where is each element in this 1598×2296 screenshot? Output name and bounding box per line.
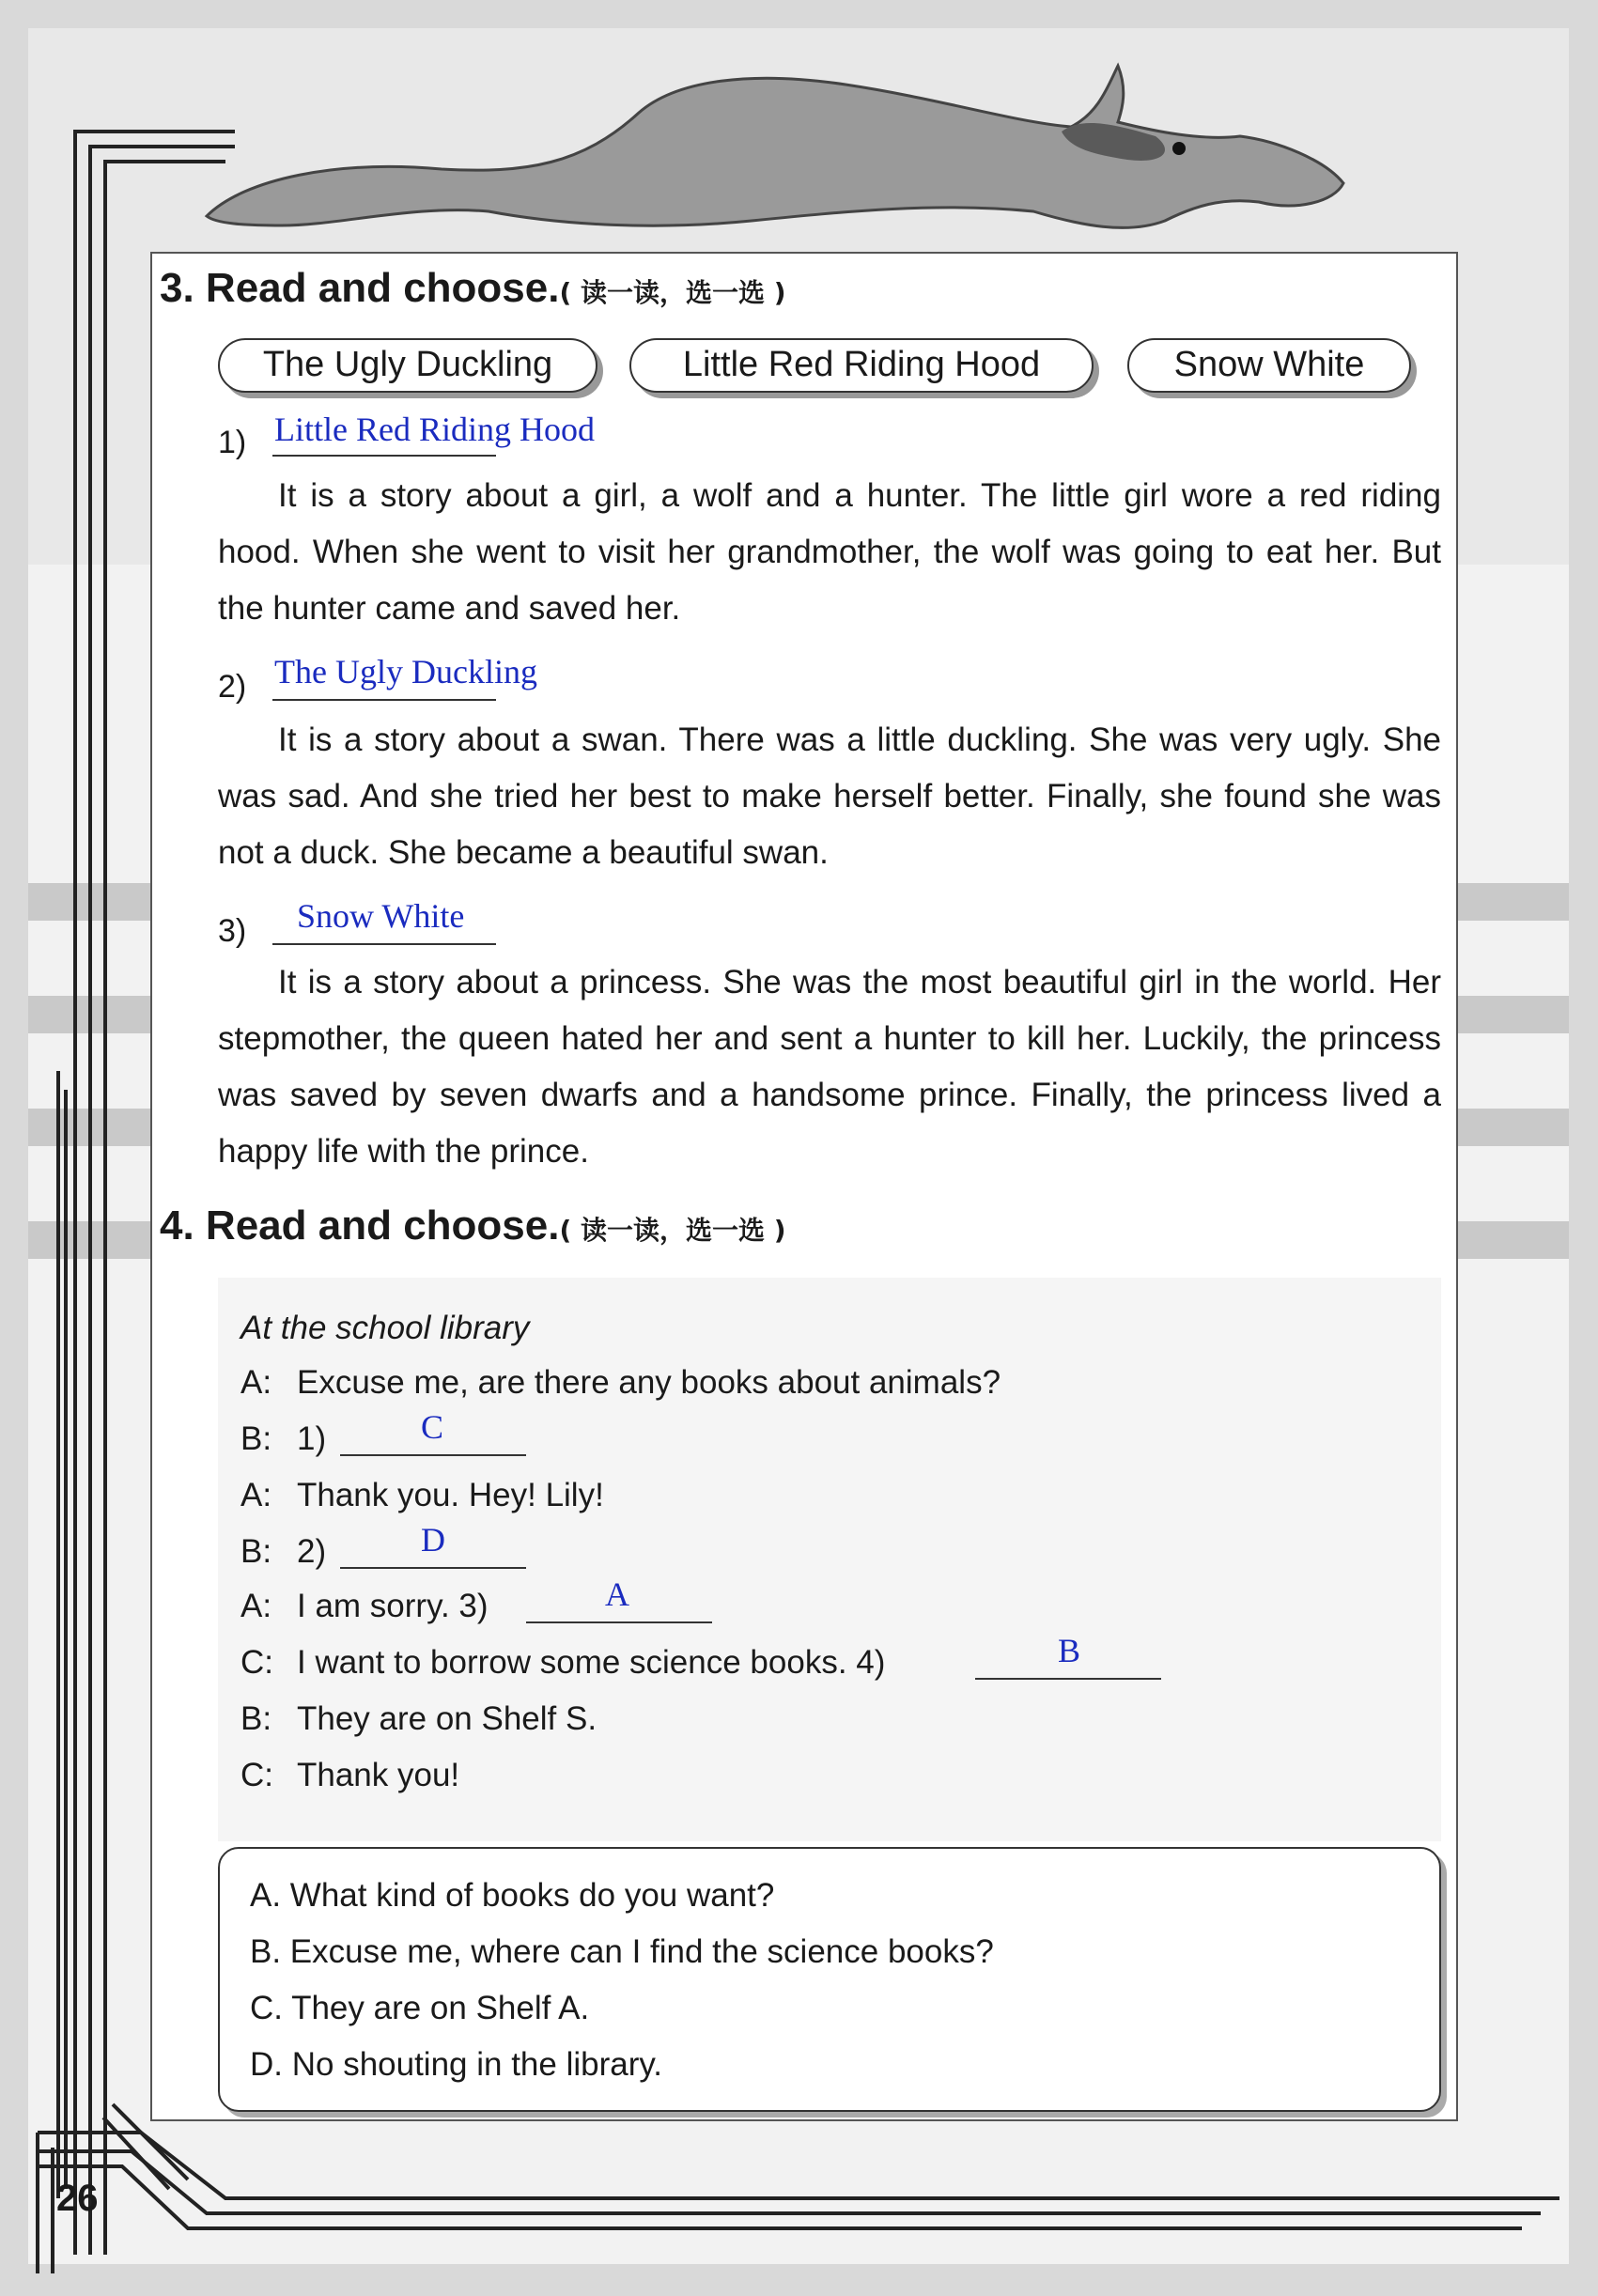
page-number: 26: [56, 2178, 99, 2219]
dialogue-line: B: 2): [240, 1533, 327, 1570]
story-paragraph: It is a story about a princess. She was the most beautiful girl in the world. Her stepmother, the queen hated her and sent a hunter to kill her. Luckily, the princess was saved by seven dwarfs and a handsome prince. Finally, the princess lived a happy life with the prince.: [218, 964, 1441, 1170]
dialogue-line: A: Thank you. Hey! Lily!: [240, 1477, 604, 1513]
item-number: 2): [218, 669, 247, 705]
dialogue-setting: At the school library: [240, 1310, 530, 1346]
answer-text: B: [1058, 1632, 1081, 1669]
story-paragraph: It is a story about a girl, a wolf and a hunter. The little girl wore a red riding hood. When she went to visit her grandmother, the wolf was going to eat her. But the hunter came and saved her.: [218, 477, 1441, 627]
options-box: [218, 1847, 1441, 2112]
option-b: B. Excuse me, where can I find the science books?: [250, 1933, 994, 1970]
answer-text: Little Red Riding Hood: [274, 411, 595, 448]
story-paragraph: It is a story about a swan. There was a little duckling. She was very ugly. She was sad. And she tried her best to make herself better. Finally, she found she was not a duck. She became a beautiful swan.: [218, 721, 1441, 871]
dialogue-line: A: Excuse me, are there any books about animals?: [240, 1364, 1001, 1401]
option-d: D. No shouting in the library.: [250, 2046, 663, 2083]
answer-text: A: [605, 1575, 629, 1613]
answer-text: D: [421, 1521, 445, 1559]
item-number: 1): [218, 425, 247, 460]
choice-little-red-riding-hood: Little Red Riding Hood: [629, 338, 1094, 393]
option-a: A. What kind of books do you want?: [250, 1877, 775, 1914]
choice-ugly-duckling: The Ugly Duckling: [218, 338, 597, 393]
option-c: C. They are on Shelf A.: [250, 1990, 590, 2026]
item-number: 3): [218, 913, 247, 949]
dialogue-line: B: They are on Shelf S.: [240, 1700, 597, 1737]
answer-text: C: [421, 1408, 444, 1446]
dialogue-line: A: I am sorry. 3): [240, 1588, 489, 1624]
answer-text: Snow White: [297, 897, 465, 935]
dialogue-line: B: 1): [240, 1420, 327, 1457]
answer-text: The Ugly Duckling: [274, 653, 537, 690]
dialogue-line: C: Thank you!: [240, 1757, 460, 1793]
dialogue-line: C: I want to borrow some science books. 4): [240, 1644, 886, 1681]
choice-snow-white: Snow White: [1127, 338, 1411, 393]
section4-title: 4. Read and choose.( 读一读，选一选 ): [160, 1202, 786, 1249]
section3-title: 3. Read and choose.( 读一读，选一选 ): [160, 265, 786, 311]
